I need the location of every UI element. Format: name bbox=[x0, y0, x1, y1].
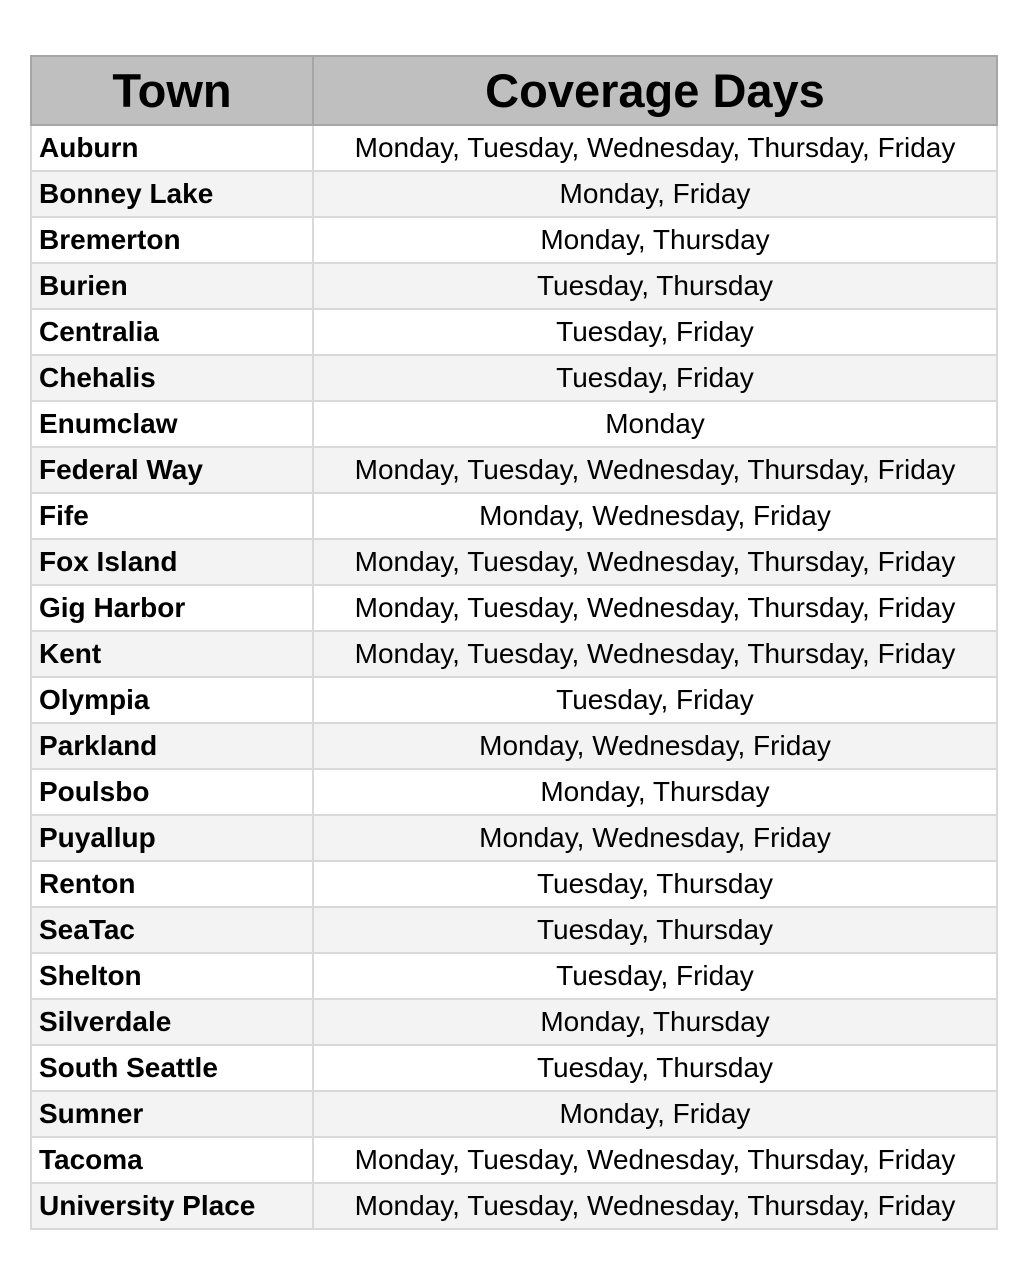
coverage-days-cell: Monday, Tuesday, Wednesday, Thursday, Friday bbox=[313, 447, 997, 493]
coverage-days-cell: Tuesday, Friday bbox=[313, 677, 997, 723]
town-cell: Fox Island bbox=[31, 539, 313, 585]
table-row bbox=[31, 125, 997, 171]
town-cell: Puyallup bbox=[31, 815, 313, 861]
table-row bbox=[31, 953, 997, 999]
table-row bbox=[31, 1091, 997, 1137]
town-cell: Poulsbo bbox=[31, 769, 313, 815]
table-row bbox=[31, 769, 997, 815]
coverage-days-cell: Monday, Thursday bbox=[313, 999, 997, 1045]
table-row bbox=[31, 861, 997, 907]
coverage-days-cell: Monday, Tuesday, Wednesday, Thursday, Friday bbox=[313, 1137, 997, 1183]
table-row bbox=[31, 447, 997, 493]
coverage-days-cell: Tuesday, Friday bbox=[313, 355, 997, 401]
town-cell: Gig Harbor bbox=[31, 585, 313, 631]
table-row bbox=[31, 217, 997, 263]
table-row bbox=[31, 355, 997, 401]
table-row bbox=[31, 1183, 997, 1229]
coverage-days-cell: Monday, Tuesday, Wednesday, Thursday, Friday bbox=[313, 539, 997, 585]
coverage-days-cell: Tuesday, Thursday bbox=[313, 907, 997, 953]
table-row bbox=[31, 1137, 997, 1183]
town-cell: Olympia bbox=[31, 677, 313, 723]
coverage-days-cell: Tuesday, Thursday bbox=[313, 263, 997, 309]
town-cell: Bonney Lake bbox=[31, 171, 313, 217]
coverage-days-cell: Tuesday, Thursday bbox=[313, 1045, 997, 1091]
table-row bbox=[31, 999, 997, 1045]
coverage-days-cell: Monday bbox=[313, 401, 997, 447]
town-cell: SeaTac bbox=[31, 907, 313, 953]
town-cell: Fife bbox=[31, 493, 313, 539]
town-cell: Burien bbox=[31, 263, 313, 309]
coverage-days-cell: Monday, Tuesday, Wednesday, Thursday, Friday bbox=[313, 585, 997, 631]
town-cell: Silverdale bbox=[31, 999, 313, 1045]
coverage-days-cell: Monday, Wednesday, Friday bbox=[313, 815, 997, 861]
coverage-days-cell: Monday, Friday bbox=[313, 1091, 997, 1137]
coverage-days-cell: Monday, Tuesday, Wednesday, Thursday, Friday bbox=[313, 631, 997, 677]
town-cell: Federal Way bbox=[31, 447, 313, 493]
coverage-days-cell: Tuesday, Friday bbox=[313, 309, 997, 355]
table-header-row bbox=[31, 56, 997, 125]
coverage-table-container bbox=[30, 55, 996, 1230]
table-row bbox=[31, 171, 997, 217]
town-cell: Bremerton bbox=[31, 217, 313, 263]
coverage-days-cell: Monday, Tuesday, Wednesday, Thursday, Friday bbox=[313, 125, 997, 171]
town-cell: Tacoma bbox=[31, 1137, 313, 1183]
table-row bbox=[31, 907, 997, 953]
table-row bbox=[31, 677, 997, 723]
town-cell: Renton bbox=[31, 861, 313, 907]
town-cell: Centralia bbox=[31, 309, 313, 355]
coverage-days-cell: Monday, Tuesday, Wednesday, Thursday, Friday bbox=[313, 1183, 997, 1229]
town-cell: South Seattle bbox=[31, 1045, 313, 1091]
coverage-days-cell: Monday, Thursday bbox=[313, 769, 997, 815]
table-row bbox=[31, 1045, 997, 1091]
coverage-days-cell: Tuesday, Friday bbox=[313, 953, 997, 999]
table-row bbox=[31, 263, 997, 309]
coverage-table bbox=[30, 55, 998, 1230]
table-row bbox=[31, 401, 997, 447]
table-row bbox=[31, 493, 997, 539]
town-cell: Parkland bbox=[31, 723, 313, 769]
table-row bbox=[31, 723, 997, 769]
column-header-town: Town bbox=[31, 56, 313, 125]
town-cell: Chehalis bbox=[31, 355, 313, 401]
column-header-coverage-days: Coverage Days bbox=[313, 56, 997, 125]
town-cell: University Place bbox=[31, 1183, 313, 1229]
coverage-days-cell: Tuesday, Thursday bbox=[313, 861, 997, 907]
coverage-days-cell: Monday, Wednesday, Friday bbox=[313, 493, 997, 539]
town-cell: Enumclaw bbox=[31, 401, 313, 447]
table-row bbox=[31, 585, 997, 631]
table-row bbox=[31, 815, 997, 861]
table-body bbox=[31, 125, 997, 1229]
coverage-days-cell: Monday, Thursday bbox=[313, 217, 997, 263]
coverage-days-cell: Monday, Friday bbox=[313, 171, 997, 217]
town-cell: Sumner bbox=[31, 1091, 313, 1137]
town-cell: Auburn bbox=[31, 125, 313, 171]
town-cell: Kent bbox=[31, 631, 313, 677]
table-row bbox=[31, 309, 997, 355]
table-row bbox=[31, 539, 997, 585]
table-row bbox=[31, 631, 997, 677]
town-cell: Shelton bbox=[31, 953, 313, 999]
coverage-days-cell: Monday, Wednesday, Friday bbox=[313, 723, 997, 769]
